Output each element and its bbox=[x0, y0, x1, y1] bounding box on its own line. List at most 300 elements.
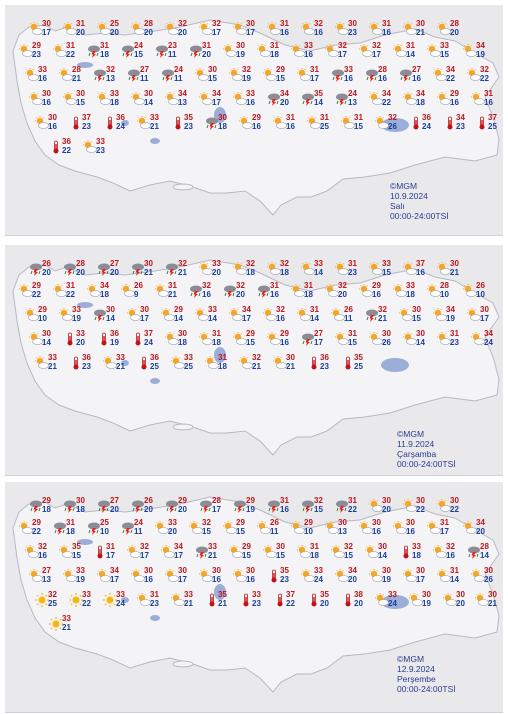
max-temp: 30 bbox=[144, 566, 153, 575]
min-temp: 16 bbox=[484, 98, 493, 107]
station-forecast bbox=[359, 281, 385, 303]
max-temp: 29 bbox=[280, 329, 289, 338]
partly-cloudy-icon bbox=[335, 332, 349, 346]
partly-cloudy-icon bbox=[29, 332, 43, 346]
station-forecast bbox=[59, 305, 85, 327]
station-forecast bbox=[335, 89, 361, 111]
min-temp: 20 bbox=[110, 505, 119, 514]
min-temp: 26 bbox=[484, 575, 493, 584]
thunder-icon bbox=[199, 499, 213, 513]
min-temp: 22 bbox=[348, 505, 357, 514]
station-forecast bbox=[365, 542, 391, 564]
thunder-icon bbox=[29, 499, 43, 513]
min-temp: 22 bbox=[82, 599, 91, 608]
partly-cloudy-icon bbox=[171, 356, 185, 370]
min-temp: 23 bbox=[450, 338, 459, 347]
min-temp: 20 bbox=[178, 505, 187, 514]
station-forecast bbox=[93, 305, 119, 327]
station-forecast bbox=[155, 518, 181, 540]
station-forecast bbox=[399, 305, 425, 327]
max-temp: 34 bbox=[110, 566, 119, 575]
max-temp: 30 bbox=[42, 329, 51, 338]
map-stamp bbox=[390, 181, 449, 221]
partly-cloudy-icon bbox=[205, 356, 219, 370]
min-temp: 22 bbox=[382, 98, 391, 107]
partly-cloudy-icon bbox=[369, 22, 383, 36]
partly-cloudy-icon bbox=[103, 356, 117, 370]
min-temp: 15 bbox=[314, 505, 323, 514]
thunder-icon bbox=[87, 521, 101, 535]
max-temp: 32 bbox=[480, 65, 489, 74]
hot-icon bbox=[239, 593, 253, 607]
station-forecast bbox=[273, 590, 299, 612]
min-temp: 19 bbox=[72, 314, 81, 323]
min-temp: 20 bbox=[42, 268, 51, 277]
max-temp: 33 bbox=[110, 89, 119, 98]
station-forecast bbox=[205, 353, 231, 375]
min-temp: 23 bbox=[348, 28, 357, 37]
min-temp: 15 bbox=[76, 98, 85, 107]
station-forecast bbox=[29, 496, 55, 518]
min-temp: 17 bbox=[174, 551, 183, 560]
max-temp: 29 bbox=[276, 65, 285, 74]
partly-cloudy-icon bbox=[229, 68, 243, 82]
station-forecast bbox=[467, 65, 493, 87]
max-temp: 37 bbox=[82, 113, 91, 122]
station-forecast bbox=[97, 259, 123, 281]
min-temp: 20 bbox=[476, 527, 485, 536]
max-temp: 30 bbox=[48, 113, 57, 122]
max-temp: 28 bbox=[76, 259, 85, 268]
station-forecast bbox=[131, 496, 157, 518]
partly-cloudy-icon bbox=[393, 44, 407, 58]
station-forecast bbox=[93, 65, 119, 87]
max-temp: 31 bbox=[212, 329, 221, 338]
min-temp: 14 bbox=[42, 338, 51, 347]
partly-cloudy-icon bbox=[403, 569, 417, 583]
station-forecast bbox=[471, 329, 497, 351]
partly-cloudy-icon bbox=[437, 332, 451, 346]
thunder-icon bbox=[233, 499, 247, 513]
station-forecast bbox=[189, 41, 215, 63]
max-temp: 27 bbox=[42, 566, 51, 575]
station-forecast bbox=[239, 590, 265, 612]
partly-cloudy-icon bbox=[63, 92, 77, 106]
station-forecast bbox=[35, 113, 61, 135]
partly-cloudy-icon bbox=[59, 308, 73, 322]
forecast-day: Perşembe bbox=[397, 674, 436, 684]
min-temp: 21 bbox=[116, 362, 125, 371]
max-temp: 36 bbox=[150, 353, 159, 362]
hot-icon bbox=[273, 593, 287, 607]
thunder-icon bbox=[267, 92, 281, 106]
max-temp: 31 bbox=[484, 89, 493, 98]
station-forecast bbox=[53, 41, 79, 63]
min-temp: 11 bbox=[134, 527, 143, 536]
station-forecast bbox=[229, 305, 255, 327]
max-temp: 30 bbox=[178, 329, 187, 338]
partly-cloudy-icon bbox=[341, 116, 355, 130]
station-forecast bbox=[335, 496, 361, 518]
station-forecast bbox=[205, 590, 231, 612]
station-forecast bbox=[63, 566, 89, 588]
max-temp: 30 bbox=[348, 19, 357, 28]
partly-cloudy-icon bbox=[25, 308, 39, 322]
partly-cloudy-icon bbox=[127, 308, 141, 322]
min-temp: 14 bbox=[416, 338, 425, 347]
max-temp: 28 bbox=[480, 542, 489, 551]
station-forecast bbox=[393, 281, 419, 303]
min-temp: 16 bbox=[276, 314, 285, 323]
station-forecast bbox=[69, 113, 95, 135]
min-temp: 14 bbox=[314, 268, 323, 277]
min-temp: 14 bbox=[174, 314, 183, 323]
partly-cloudy-icon bbox=[59, 545, 73, 559]
station-forecast bbox=[19, 281, 45, 303]
partly-cloudy-icon bbox=[335, 22, 349, 36]
partly-cloudy-icon bbox=[199, 262, 213, 276]
min-temp: 21 bbox=[178, 268, 187, 277]
station-forecast bbox=[369, 89, 395, 111]
partly-cloudy-icon bbox=[199, 569, 213, 583]
max-temp: 30 bbox=[236, 41, 245, 50]
min-temp: 22 bbox=[66, 50, 75, 59]
station-forecast bbox=[273, 113, 299, 135]
min-temp: 25 bbox=[320, 122, 329, 131]
min-temp: 23 bbox=[96, 146, 105, 155]
partly-cloudy-icon bbox=[375, 593, 389, 607]
max-temp: 32 bbox=[338, 41, 347, 50]
sunny-icon bbox=[35, 593, 49, 607]
partly-cloudy-icon bbox=[161, 308, 175, 322]
station-forecast bbox=[199, 566, 225, 588]
max-temp: 30 bbox=[76, 89, 85, 98]
station-forecast bbox=[127, 305, 153, 327]
max-temp: 31 bbox=[348, 329, 357, 338]
min-temp: 11 bbox=[140, 74, 149, 83]
max-temp: 32 bbox=[314, 496, 323, 505]
station-forecast bbox=[403, 19, 429, 41]
min-temp: 16 bbox=[280, 338, 289, 347]
max-temp: 30 bbox=[212, 566, 221, 575]
partly-cloudy-icon bbox=[233, 262, 247, 276]
max-temp: 32 bbox=[140, 542, 149, 551]
min-temp: 23 bbox=[280, 575, 289, 584]
min-temp: 9 bbox=[134, 290, 139, 299]
station-forecast bbox=[189, 518, 215, 540]
partly-cloudy-icon bbox=[297, 308, 311, 322]
station-forecast bbox=[195, 65, 221, 87]
station-forecast bbox=[335, 329, 361, 351]
min-temp: 16 bbox=[450, 98, 459, 107]
station-forecast bbox=[87, 281, 113, 303]
min-temp: 17 bbox=[480, 314, 489, 323]
max-temp: 27 bbox=[110, 496, 119, 505]
min-temp: 24 bbox=[388, 599, 397, 608]
thunder-icon bbox=[365, 308, 379, 322]
min-temp: 20 bbox=[456, 599, 465, 608]
min-temp: 15 bbox=[246, 338, 255, 347]
station-forecast bbox=[437, 566, 463, 588]
forecast-date: 12.9.2024 bbox=[397, 664, 435, 674]
station-forecast bbox=[63, 19, 89, 41]
partly-cloudy-icon bbox=[335, 569, 349, 583]
max-temp: 34 bbox=[348, 566, 357, 575]
max-temp: 31 bbox=[106, 542, 115, 551]
min-temp: 16 bbox=[246, 575, 255, 584]
min-temp: 20 bbox=[168, 527, 177, 536]
max-temp: 28 bbox=[72, 65, 81, 74]
partly-cloudy-icon bbox=[267, 22, 281, 36]
station-forecast bbox=[331, 305, 357, 327]
station-forecast bbox=[341, 590, 367, 612]
min-temp: 16 bbox=[372, 290, 381, 299]
station-forecast bbox=[93, 542, 119, 564]
sunny-icon bbox=[69, 593, 83, 607]
min-temp: 18 bbox=[406, 290, 415, 299]
max-temp: 30 bbox=[42, 19, 51, 28]
station-forecast bbox=[437, 329, 463, 351]
partly-cloudy-icon bbox=[59, 68, 73, 82]
min-temp: 20 bbox=[76, 268, 85, 277]
min-temp: 20 bbox=[338, 290, 347, 299]
station-forecast bbox=[25, 65, 51, 87]
max-temp: 30 bbox=[144, 89, 153, 98]
hot-icon bbox=[131, 332, 145, 346]
max-temp: 33 bbox=[246, 89, 255, 98]
min-temp: 13 bbox=[348, 98, 357, 107]
partly-cloudy-icon bbox=[267, 262, 281, 276]
partly-cloudy-icon bbox=[437, 569, 451, 583]
partly-cloudy-icon bbox=[301, 262, 315, 276]
min-temp: 18 bbox=[246, 268, 255, 277]
min-temp: 19 bbox=[242, 74, 251, 83]
partly-cloudy-icon bbox=[307, 116, 321, 130]
thunder-icon bbox=[195, 545, 209, 559]
station-forecast bbox=[165, 329, 191, 351]
station-forecast bbox=[325, 41, 351, 63]
station-forecast bbox=[97, 566, 123, 588]
min-temp: 20 bbox=[144, 28, 153, 37]
thunder-icon bbox=[335, 499, 349, 513]
partly-cloudy-icon bbox=[335, 262, 349, 276]
max-temp: 31 bbox=[348, 259, 357, 268]
station-forecast bbox=[301, 259, 327, 281]
max-temp: 34 bbox=[484, 329, 493, 338]
station-forecast bbox=[131, 19, 157, 41]
forecast-map-panel bbox=[5, 482, 503, 713]
partly-cloudy-icon bbox=[223, 521, 237, 535]
station-forecast bbox=[97, 19, 123, 41]
station-forecast bbox=[267, 329, 293, 351]
min-temp: 17 bbox=[140, 551, 149, 560]
max-temp: 34 bbox=[212, 89, 221, 98]
max-temp: 33 bbox=[344, 65, 353, 74]
thunder-icon bbox=[301, 332, 315, 346]
partly-cloudy-icon bbox=[325, 44, 339, 58]
thunder-icon bbox=[121, 44, 135, 58]
thunder-icon bbox=[189, 44, 203, 58]
station-forecast bbox=[199, 329, 225, 351]
min-temp: 22 bbox=[32, 290, 41, 299]
min-temp: 21 bbox=[378, 314, 387, 323]
min-temp: 18 bbox=[416, 98, 425, 107]
min-temp: 16 bbox=[382, 28, 391, 37]
min-temp: 13 bbox=[42, 575, 51, 584]
min-temp: 17 bbox=[178, 575, 187, 584]
partly-cloudy-icon bbox=[199, 332, 213, 346]
station-forecast bbox=[29, 329, 55, 351]
max-temp: 31 bbox=[280, 496, 289, 505]
partly-cloudy-icon bbox=[403, 332, 417, 346]
min-temp: 16 bbox=[252, 122, 261, 131]
min-temp: 16 bbox=[372, 527, 381, 536]
min-temp: 18 bbox=[412, 551, 421, 560]
station-forecast bbox=[297, 65, 323, 87]
partly-cloudy-icon bbox=[263, 545, 277, 559]
station-forecast bbox=[291, 518, 317, 540]
max-temp: 29 bbox=[304, 518, 313, 527]
station-forecast bbox=[475, 590, 501, 612]
min-temp: 21 bbox=[184, 599, 193, 608]
max-temp: 32 bbox=[446, 542, 455, 551]
max-temp: 35 bbox=[314, 89, 323, 98]
min-temp: 16 bbox=[38, 74, 47, 83]
partly-cloudy-icon bbox=[19, 521, 33, 535]
station-forecast bbox=[301, 329, 327, 351]
partly-cloudy-icon bbox=[403, 262, 417, 276]
min-temp: 25 bbox=[184, 362, 193, 371]
min-temp: 20 bbox=[348, 575, 357, 584]
partly-cloudy-icon bbox=[137, 593, 151, 607]
min-temp: 15 bbox=[202, 527, 211, 536]
min-temp: 24 bbox=[422, 122, 431, 131]
max-temp: 32 bbox=[338, 281, 347, 290]
station-forecast bbox=[87, 518, 113, 540]
station-forecast bbox=[263, 542, 289, 564]
station-forecast bbox=[263, 305, 289, 327]
thunder-icon bbox=[93, 68, 107, 82]
min-temp: 19 bbox=[382, 575, 391, 584]
max-temp: 31 bbox=[270, 281, 279, 290]
station-forecast bbox=[25, 305, 51, 327]
min-temp: 21 bbox=[252, 362, 261, 371]
station-forecast bbox=[165, 19, 191, 41]
station-forecast bbox=[63, 496, 89, 518]
min-temp: 21 bbox=[72, 74, 81, 83]
min-temp: 23 bbox=[252, 599, 261, 608]
thunder-icon bbox=[121, 521, 135, 535]
station-forecast bbox=[331, 65, 357, 87]
max-temp: 27 bbox=[140, 65, 149, 74]
max-temp: 31 bbox=[168, 281, 177, 290]
max-temp: 33 bbox=[304, 41, 313, 50]
station-forecast bbox=[257, 518, 283, 540]
station-forecast bbox=[437, 496, 463, 518]
min-temp: 22 bbox=[416, 505, 425, 514]
station-forecast bbox=[467, 542, 493, 564]
min-temp: 17 bbox=[106, 551, 115, 560]
hot-icon bbox=[103, 116, 117, 130]
max-temp: 33 bbox=[168, 518, 177, 527]
station-forecast bbox=[161, 65, 187, 87]
max-temp: 24 bbox=[174, 65, 183, 74]
min-temp: 17 bbox=[416, 575, 425, 584]
station-forecast bbox=[97, 329, 123, 351]
station-forecast bbox=[229, 542, 255, 564]
partly-cloudy-icon bbox=[131, 92, 145, 106]
min-temp: 15 bbox=[72, 551, 81, 560]
min-temp: 17 bbox=[314, 338, 323, 347]
station-forecast bbox=[165, 259, 191, 281]
max-temp: 30 bbox=[412, 305, 421, 314]
station-forecast bbox=[29, 566, 55, 588]
max-temp: 30 bbox=[416, 329, 425, 338]
station-forecast bbox=[171, 590, 197, 612]
min-temp: 10 bbox=[440, 290, 449, 299]
partly-cloudy-icon bbox=[359, 521, 373, 535]
max-temp: 31 bbox=[382, 19, 391, 28]
station-forecast bbox=[29, 89, 55, 111]
max-temp: 31 bbox=[320, 113, 329, 122]
hot-icon bbox=[307, 593, 321, 607]
station-forecast bbox=[59, 542, 85, 564]
min-temp: 25 bbox=[488, 122, 497, 131]
thunder-icon bbox=[399, 68, 413, 82]
partly-cloudy-icon bbox=[273, 356, 287, 370]
min-temp: 15 bbox=[382, 268, 391, 277]
station-forecast bbox=[131, 89, 157, 111]
max-temp: 36 bbox=[320, 353, 329, 362]
max-temp: 34 bbox=[476, 41, 485, 50]
station-forecast bbox=[443, 590, 469, 612]
max-temp: 30 bbox=[144, 259, 153, 268]
partly-cloudy-icon bbox=[233, 569, 247, 583]
max-temp: 30 bbox=[76, 496, 85, 505]
partly-cloudy-icon bbox=[233, 332, 247, 346]
max-temp: 31 bbox=[202, 41, 211, 50]
max-temp: 29 bbox=[252, 113, 261, 122]
partly-cloudy-icon bbox=[301, 22, 315, 36]
max-temp: 33 bbox=[388, 590, 397, 599]
min-temp: 21 bbox=[62, 623, 71, 632]
max-temp: 28 bbox=[440, 281, 449, 290]
station-forecast bbox=[267, 89, 293, 111]
station-forecast bbox=[393, 41, 419, 63]
partly-cloudy-icon bbox=[467, 68, 481, 82]
max-temp: 33 bbox=[208, 542, 217, 551]
min-temp: 14 bbox=[378, 551, 387, 560]
partly-cloudy-icon bbox=[239, 116, 253, 130]
station-forecast bbox=[325, 281, 351, 303]
station-forecast bbox=[267, 259, 293, 281]
max-temp: 34 bbox=[446, 305, 455, 314]
min-temp: 18 bbox=[110, 98, 119, 107]
station-forecast bbox=[165, 496, 191, 518]
station-forecast bbox=[471, 89, 497, 111]
max-temp: 31 bbox=[66, 41, 75, 50]
min-temp: 22 bbox=[32, 527, 41, 536]
min-temp: 14 bbox=[406, 50, 415, 59]
max-temp: 32 bbox=[378, 305, 387, 314]
max-temp: 28 bbox=[212, 496, 221, 505]
hot-icon bbox=[307, 356, 321, 370]
max-temp: 26 bbox=[270, 518, 279, 527]
partly-cloudy-icon bbox=[471, 332, 485, 346]
max-temp: 30 bbox=[484, 566, 493, 575]
min-temp: 20 bbox=[178, 28, 187, 37]
max-temp: 31 bbox=[304, 281, 313, 290]
